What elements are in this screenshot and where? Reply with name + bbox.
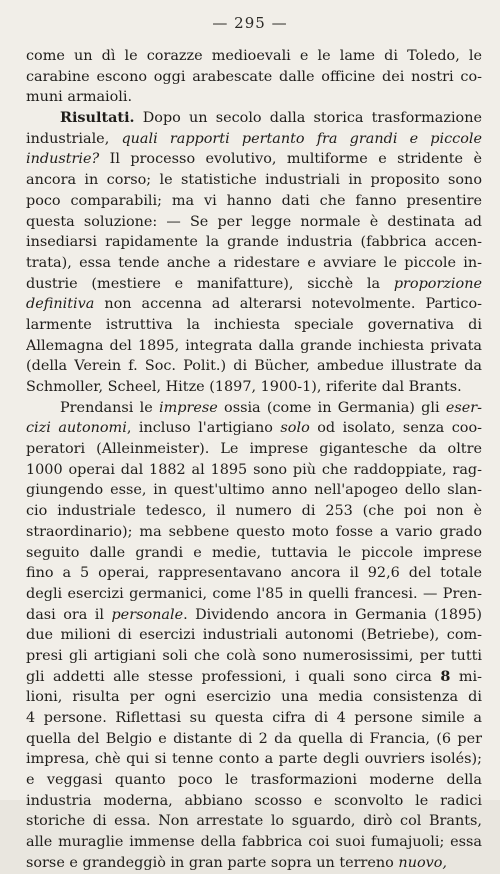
text-run: . Dividendo ancora in Germania (1895) <box>183 606 482 623</box>
text-run: larmente istruttiva la inchiesta speciale governativa di <box>26 316 482 333</box>
text-line <box>26 108 482 129</box>
text-line <box>26 67 482 88</box>
text-line <box>26 336 482 357</box>
text-line <box>26 418 482 439</box>
text-run: seguito dalle grandi e medie, tuttavia le piccole imprese <box>26 544 482 561</box>
text-run: e veggasi quanto poco le trasformazioni moderne della <box>26 772 482 789</box>
text-run: (della Verein f. Soc. Polit.) di Bücher, ambedue illustrate da <box>26 358 482 375</box>
text-run: proporzione <box>393 275 482 292</box>
text-line <box>26 791 482 812</box>
text-line <box>26 543 482 564</box>
text-run: , incluso l'artigiano <box>126 420 281 437</box>
text-run: fino a 5 operai, rappresentavano ancora il 92,6 del totale <box>26 565 482 582</box>
text-line <box>26 232 482 253</box>
text-run: poco comparabili; ma vi hanno dati che fanno presentire <box>26 192 482 209</box>
text-run: Schmoller, Scheel, Hitze (1897, 1900-1), riferite dal Brants. <box>26 379 462 395</box>
text-line <box>26 832 482 853</box>
text-line <box>26 625 482 646</box>
text-line <box>26 170 482 191</box>
text-run: sorse e grandeggiò in gran parte sopra un terreno <box>26 854 399 871</box>
text-run: straordinario); ma sebbene questo moto fosse a vario grado <box>26 523 482 540</box>
text-line <box>26 315 482 336</box>
text-run: cio industriale tedesco, il numero di 253 (che poi non è <box>26 503 482 520</box>
text-run: industrie? <box>26 151 100 168</box>
text-line <box>26 605 482 626</box>
text-run: degli esercizi germanici, come l'85 in quelli francesi. — Pren- <box>26 585 482 602</box>
body-text <box>26 46 482 874</box>
text-run: questa soluzione: — Se per legge normale è destinata ad <box>26 213 482 230</box>
text-run: non accenna ad alterarsi notevolmente. Partico- <box>94 296 482 313</box>
text-line <box>26 646 482 667</box>
text-line <box>26 274 482 295</box>
text-run: definitiva <box>26 296 95 313</box>
text-run: ancora in corso; le statistiche industriali in proposito sono <box>26 172 482 189</box>
text-line <box>26 480 482 501</box>
text-line <box>26 129 482 150</box>
text-run: personale <box>111 606 184 623</box>
text-run: od isolato, senza coo- <box>309 420 482 437</box>
text-line <box>26 377 482 398</box>
text-run: quali rapporti pertanto fra grandi e piccole <box>121 130 482 147</box>
text-run: eser- <box>445 399 482 416</box>
text-run: quella del Belgio e distante di 2 da quella di Francia, (6 per <box>26 730 482 747</box>
text-run: muni armaioli. <box>26 89 133 106</box>
text-run: giungendo esse, in quest'ultimo anno nell'apogeo dello slan- <box>26 482 482 499</box>
text-line <box>26 356 482 377</box>
text-line <box>26 149 482 170</box>
text-line <box>26 522 482 543</box>
text-line <box>26 687 482 708</box>
text-run: nuovo, <box>398 854 447 871</box>
text-line <box>26 708 482 729</box>
text-run: due milioni di esercizi industriali autonomi (Betriebe), com- <box>26 627 482 644</box>
text-run: storiche di essa. Non arrestate lo sguardo, dirò col Brants, <box>26 813 482 830</box>
text-line <box>26 770 482 791</box>
text-run: imprese <box>159 399 218 416</box>
text-run: 1000 operai dal 1882 al 1895 sono più che raddoppiate, rag- <box>26 461 482 478</box>
text-line <box>26 87 482 108</box>
text-line <box>26 501 482 522</box>
text-run: industria moderna, abbiano scosso e sconvolto le radici <box>26 792 482 809</box>
text-run: trata), essa tende anche a ridestare e avviare le piccole in- <box>26 254 482 271</box>
text-run: Il processo evolutivo, multiforme e stridente è <box>99 151 482 168</box>
text-run: lioni, risulta per ogni esercizio una media consistenza di <box>26 689 482 706</box>
text-run: Risultati. <box>60 109 135 127</box>
text-line <box>26 212 482 233</box>
text-line <box>26 398 482 419</box>
text-run: presi gli artigiani soli che colà sono numerosissimi, per tutti <box>26 647 482 664</box>
text-line <box>26 294 482 315</box>
text-line <box>26 667 482 688</box>
text-run: mi- <box>450 668 482 685</box>
text-line <box>26 46 482 67</box>
text-run: ossia (come in Germania) gli <box>217 399 446 416</box>
text-run: come un dì le corazze medioevali e le lame di Toledo, le <box>26 48 482 64</box>
text-line <box>26 253 482 274</box>
text-line <box>26 460 482 481</box>
text-run: alle muraglie immense della fabbrica coi suoi fumajuoli; essa <box>26 834 482 851</box>
text-run: Prendansi le <box>60 399 160 416</box>
text-line <box>26 811 482 832</box>
text-run: dustrie (mestiere e manifatture), sicchè la <box>26 275 394 292</box>
text-run: industriale, <box>26 130 122 147</box>
text-line <box>26 853 482 874</box>
text-line <box>26 191 482 212</box>
text-run: Dopo un secolo dalla storica trasformazione <box>134 110 482 127</box>
text-run: carabine escono oggi arabescate dalle officine dei nostri co- <box>26 68 482 85</box>
text-run: 4 persone. Riflettasi su questa cifra di 4 persone simile a <box>26 710 482 726</box>
text-line <box>26 584 482 605</box>
text-line <box>26 439 482 460</box>
text-run: impresa, chè qui si tenne conto a parte degli ouvriers isolés); <box>26 751 482 768</box>
text-run: peratori (Alleinmeister). Le imprese gigantesche da oltre <box>26 441 482 458</box>
text-run: Allemagna del 1895, integrata dalla grande inchiesta privata <box>26 337 482 354</box>
text-run: gli addetti alle stesse professioni, i quali sono circa <box>26 668 441 685</box>
page-number: — 295 — <box>212 14 288 32</box>
text-run: dasi ora il <box>26 606 112 623</box>
text-run: cizi autonomi <box>26 420 127 437</box>
text-run: solo <box>280 420 310 437</box>
text-line <box>26 749 482 770</box>
text-run: insediarsi rapidamente la grande industria (fabbrica accen- <box>26 234 482 251</box>
text-line <box>26 563 482 584</box>
text-run: 8 <box>440 667 451 685</box>
text-line <box>26 729 482 750</box>
